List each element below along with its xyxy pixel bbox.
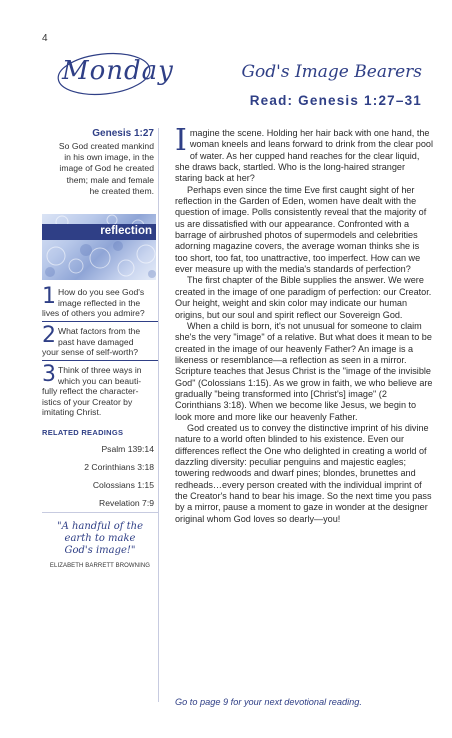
question-line: What factors from the: [58, 326, 141, 336]
question-line: your sense of self-worth?: [42, 347, 139, 358]
question-number: 2: [42, 323, 56, 348]
related-reading: 2 Corinthians 3:18: [84, 462, 154, 472]
body-paragraph: [175, 123, 433, 185]
reflection-question: [42, 360, 158, 418]
body-paragraph: The first chapter of the Bible supplies the answer. We were created in the image of one paradigm of perfection: our Creator. Our height, weight and skin color may indicate our human origins, but our soul and spirit reflect our Sovereign God.: [175, 275, 432, 320]
day-label: Monday: [62, 56, 174, 86]
reflection-question: [42, 321, 158, 358]
related-reading: Psalm 139:14: [101, 444, 154, 454]
devotional-body: [175, 123, 433, 525]
page-number: 4: [42, 33, 48, 44]
scripture-reading: Read: Genesis 1:27–31: [249, 93, 422, 108]
quote-author: ELIZABETH BARRETT BROWNING: [49, 563, 151, 569]
question-line: imitating Christ.: [42, 407, 102, 418]
question-line: which you can beauti-: [58, 375, 142, 386]
question-line: istics of your Creator by: [42, 396, 133, 407]
related-reading: Colossians 1:15: [92, 480, 154, 490]
question-line: image reflected in the: [58, 297, 141, 308]
body-paragraph: God created us to convey the distinctive imprint of his divine nature to a world often blinded to his existence. Even our differences reflect the One who delighted in creating a world of dazzling diversity: peculiar penguins and majestic eagles; towering redwoods and dwarf pines; blondes, brunettes and redheads…every person created with the individual imprint of the Creator's hand to bear his image. So the next time you pass by a mirror, pause a moment to gaze in wonder at the designer original whom God loves so dearly—you!: [175, 422, 432, 524]
verse-line: So God created mankind: [58, 141, 154, 151]
reflection-banner: [42, 214, 156, 280]
question-line: fully reflect the character-: [42, 386, 139, 397]
verse-line: image of God he created: [59, 163, 154, 174]
question-line: Think of three ways in: [58, 365, 142, 375]
reflection-label: reflection: [100, 225, 152, 237]
reflection-band: [42, 224, 156, 240]
question-number: 1: [42, 284, 56, 309]
day-heading: [56, 44, 174, 104]
paragraph-text: magine the scene. Holding her hair back with one hand, the woman kneels and leans forward to drink from the clear pool of water. As her cupped hand reaches for the clear liquid, she draws back, startled. Who is the long-haired stranger staring back at her?: [175, 128, 433, 184]
quote-box: [42, 512, 158, 583]
verse-line: he created them.: [89, 185, 154, 196]
quote-line: "A handful of the: [56, 521, 144, 532]
body-paragraph: When a child is born, it's not unusual for someone to claim she's the very "image" of a relative. But what does it mean to be created in the image of our heavenly Father? An image is a likeness or resemblance—a reflection as seen in a mirror. Scripture teaches that Jesus Christ is the "image of the invisible God" (Colossians 1:15). As we grow in faith, we who believe are gradually "being transformed into [Christ's] image" (2 Corinthians 3:18). When we become like Jesus, we begin to look more and more like our heavenly Father.: [175, 320, 433, 422]
sidebar-divider: [158, 128, 159, 702]
next-reading-note: Go to page 9 for your next devotional reading.: [175, 697, 362, 707]
reflection-question: [42, 284, 158, 319]
sidebar: [42, 128, 156, 569]
question-line: lives of others you admire?: [42, 308, 145, 319]
question-number: 3: [42, 362, 56, 387]
question-line: How do you see God's: [58, 287, 145, 297]
related-reading: Revelation 7:9: [99, 498, 154, 508]
related-readings-heading: RELATED READINGS: [42, 428, 124, 437]
verse-text: [42, 141, 154, 197]
drop-cap: I: [175, 123, 187, 158]
devotional-title: God's Image Bearers: [241, 62, 422, 82]
verse-line: in his own image, in the: [64, 152, 154, 163]
quote-text: [48, 521, 152, 557]
body-paragraph: Perhaps even since the time Eve first caught sight of her reflection in the Garden of Eden, women have dealt with the question of image. Polls consistently reveal that the majority of us are dissatisfied with our appearance. Confronted with a barrage of airbrushed photos of supermodels and celebrities adorning magazine covers, the average woman thinks she is too short, too fat, too unattractive, too imperfect. How can we ever measure up with the media's standards of perfection?: [175, 184, 427, 275]
verse-line: them; male and female: [66, 174, 154, 185]
quote-line: God's image!": [64, 545, 136, 556]
quote-line: earth to make: [64, 533, 136, 544]
verse-reference: Genesis 1:27: [92, 128, 154, 139]
question-line: past have damaged: [58, 336, 134, 347]
